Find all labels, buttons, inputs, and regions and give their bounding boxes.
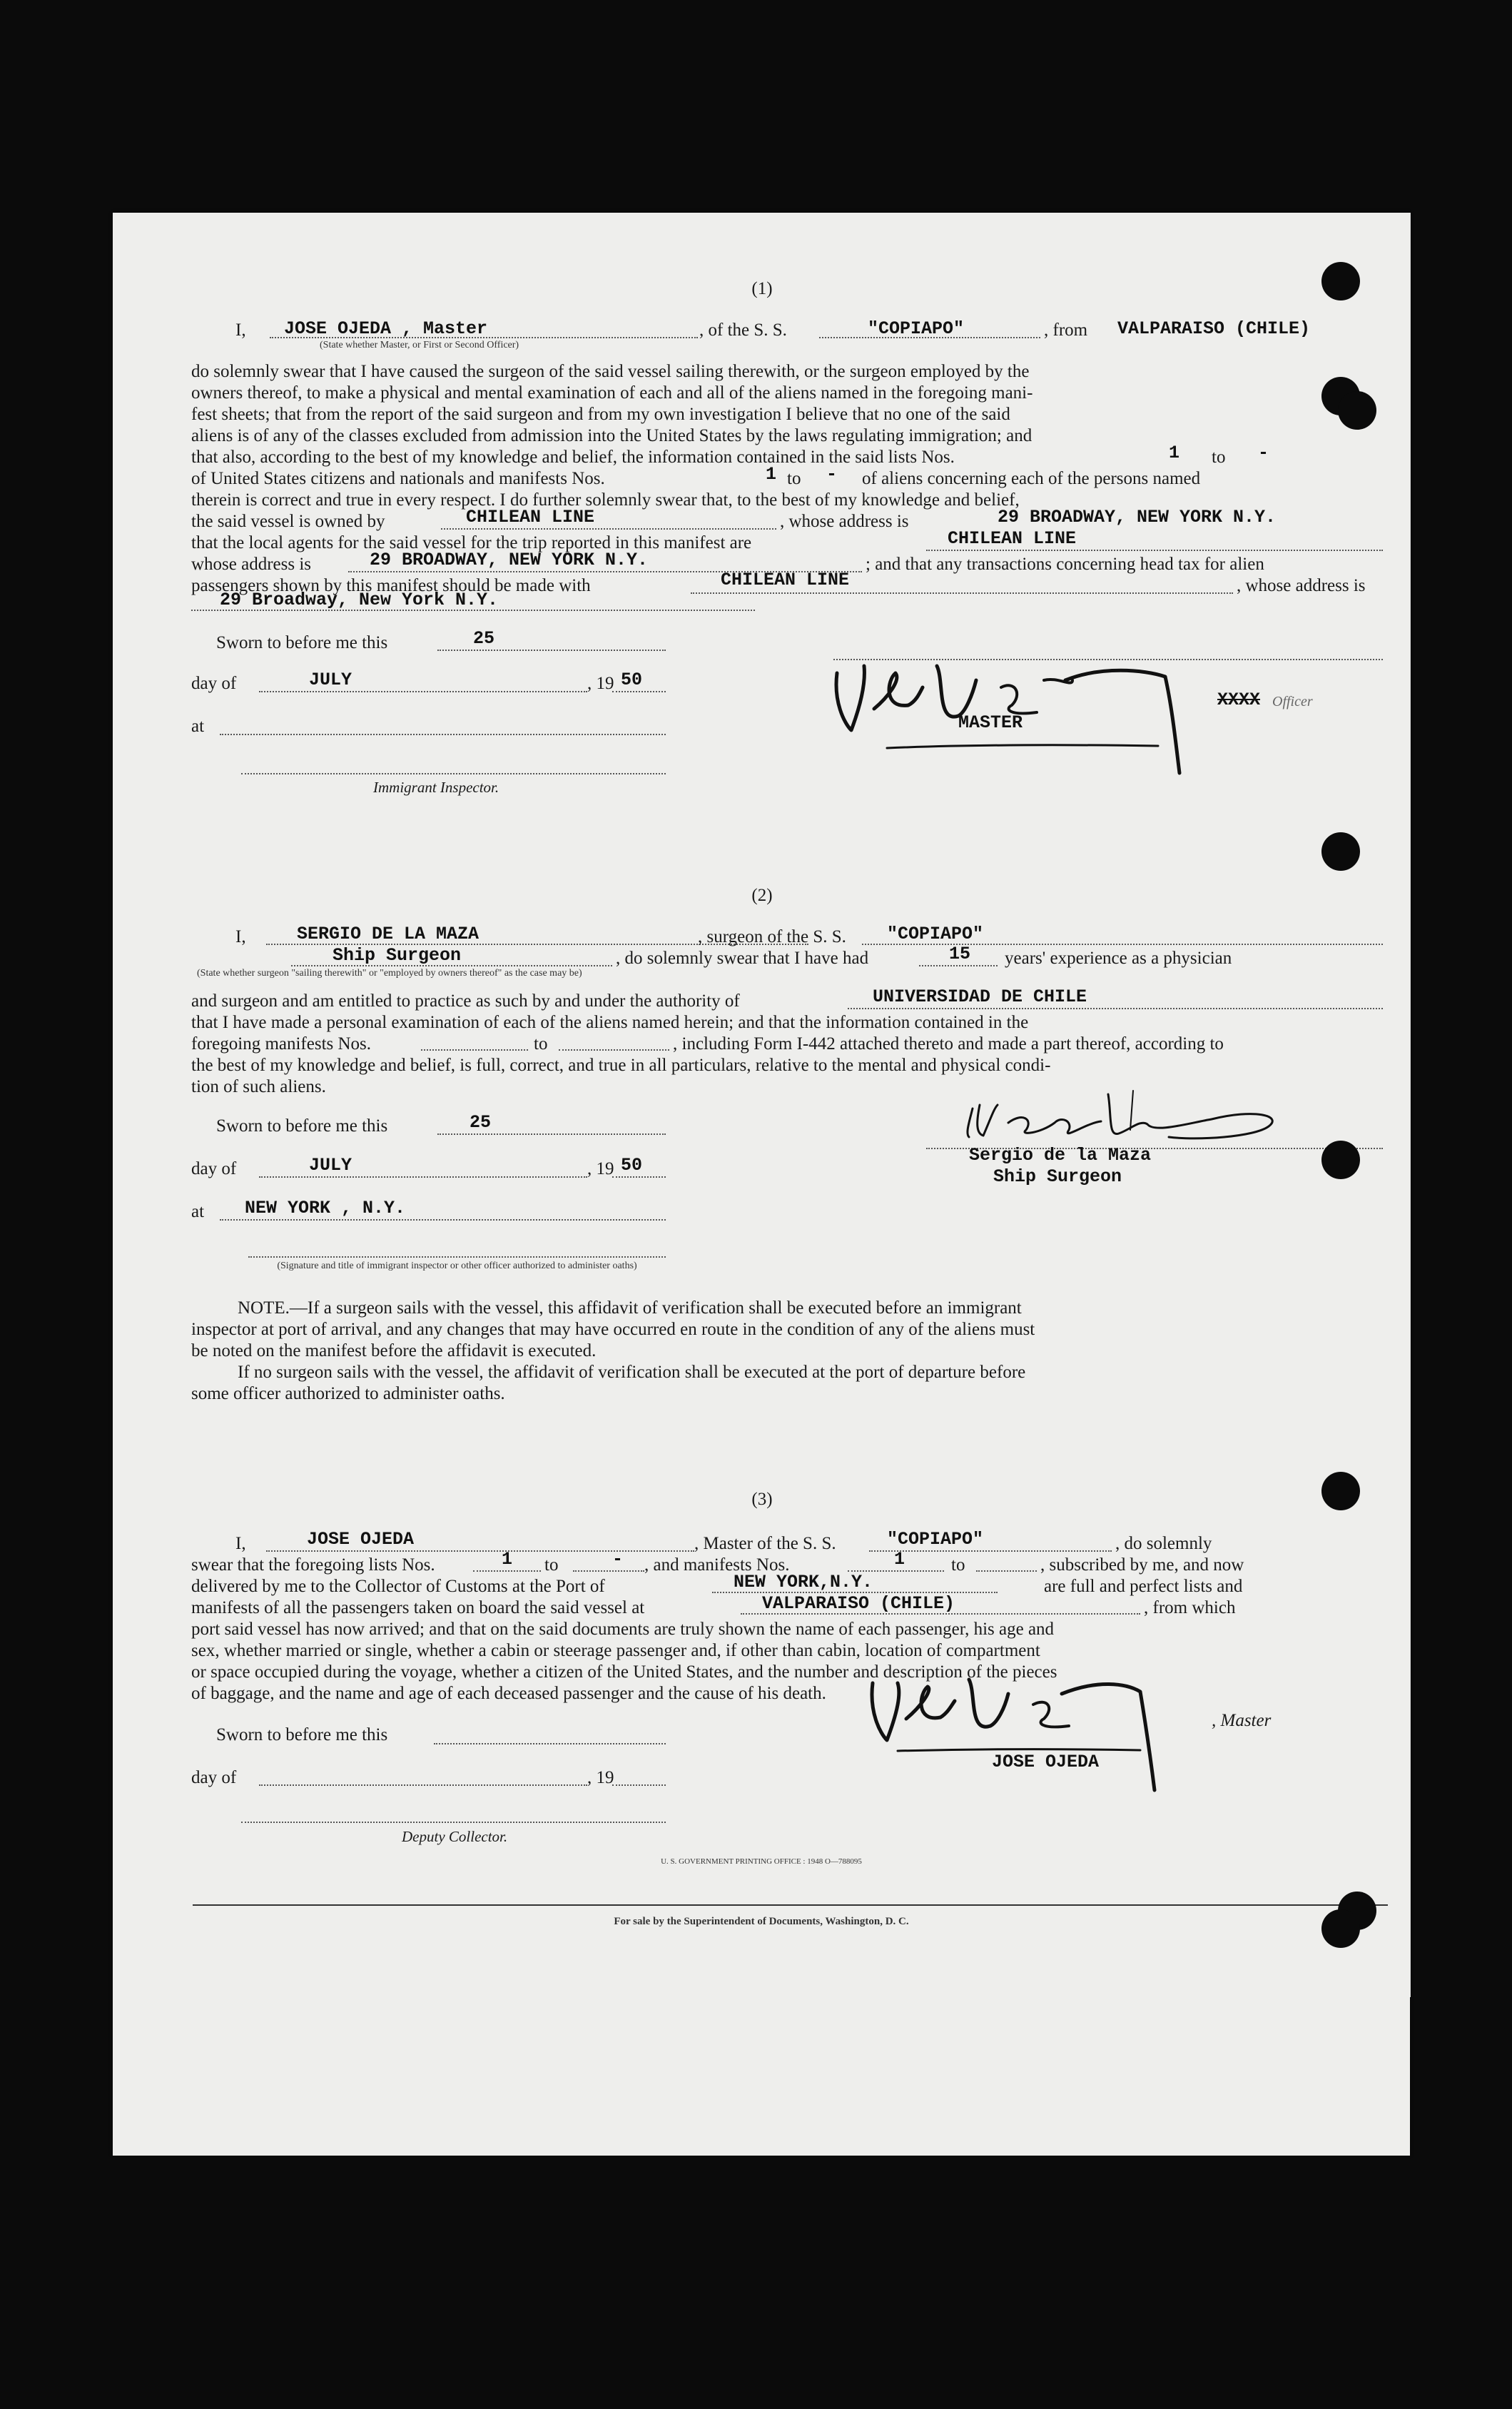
s3-manifests-from: 1 xyxy=(894,1549,905,1570)
note-line-2: be noted on the manifest before the affidavit is executed. xyxy=(191,1341,597,1360)
s3-delivered: delivered by me to the Collector of Customs at the Port of xyxy=(191,1577,605,1596)
s1-head-tax-tail: ; and that any transactions concerning head tax for alien xyxy=(866,555,1264,574)
s1-inspector-caption: Immigrant Inspector. xyxy=(373,779,499,796)
s1-line-8: that the local agents for the said vessel for the trip reported in this manifest are xyxy=(191,533,752,552)
s1-manifests-tail: of aliens concerning each of the persons named xyxy=(862,469,1201,488)
s1-head-tax-address-line xyxy=(191,610,755,611)
s1-lists-to: - xyxy=(1258,443,1269,463)
s2-form-text: , including Form I-442 attached thereto and made a part thereof, according to xyxy=(673,1034,1224,1054)
s3-lists-to: - xyxy=(612,1549,624,1570)
s2-signer-name: Sergio de la Maza xyxy=(969,1145,1152,1166)
s3-lists-from-line xyxy=(473,1570,541,1572)
s2-year-prefix: , 19 xyxy=(587,1159,614,1178)
s1-lists-from: 1 xyxy=(1169,443,1180,463)
s3-line-1: sex, whether married or single, whether a cabin or steerage passenger and, if other than cabin, location of compartment xyxy=(191,1641,1040,1660)
s1-line-9: whose address is xyxy=(191,555,312,574)
s3-line-2: or space occupied during the voyage, whether a citizen of the United States, and the number and description of the pieces xyxy=(191,1662,1057,1682)
s1-month-line xyxy=(259,691,587,692)
s1-sig-line xyxy=(833,659,1383,660)
s2-line-1: that I have made a personal examination of each of the aliens named herein; and that the information contained in the xyxy=(191,1013,1029,1032)
s2-type-line xyxy=(291,965,612,966)
s3-port: NEW YORK,N.Y. xyxy=(734,1572,873,1592)
s1-at-label: at xyxy=(191,717,205,736)
s2-line-3: the best of my knowledge and belief, is full, correct, and true in all particulars, relative to the mental and physical condi- xyxy=(191,1056,1051,1075)
section3-number: (3) xyxy=(751,1490,773,1509)
s2-sworn-line xyxy=(437,1133,666,1135)
s1-owner: CHILEAN LINE xyxy=(466,507,595,527)
s2-manifests-from-line xyxy=(421,1049,528,1051)
s1-head-tax-address: 29 Broadway, New York N.Y. xyxy=(220,590,499,610)
s2-day-of: day of xyxy=(191,1159,237,1178)
s3-year-line xyxy=(612,1784,666,1786)
s1-from-label: , from xyxy=(1044,320,1088,340)
s2-surgeon-type: Ship Surgeon xyxy=(333,945,462,966)
s1-sworn-label: Sworn to before me this xyxy=(216,633,388,652)
s1-sworn-line xyxy=(437,650,666,651)
s1-sworn-day: 25 xyxy=(473,628,495,649)
s2-line-4: tion of such aliens. xyxy=(191,1077,326,1096)
s2-surgeon-of-ss: , surgeon of the S. S. xyxy=(698,927,846,946)
s2-authority-line xyxy=(848,1008,1383,1009)
s1-whose-address-2: , whose address is xyxy=(1237,576,1366,595)
s2-years-tail: years' experience as a physician xyxy=(1005,949,1232,968)
s3-from-which: , from which xyxy=(1144,1598,1236,1617)
s1-line-0: do solemnly swear that I have caused the surgeon of the said vessel sailing therewith, or the surgeon employed by the xyxy=(191,362,1030,381)
s2-surgeon-name: SERGIO DE LA MAZA xyxy=(297,924,480,944)
s2-foregoing-to: to xyxy=(534,1034,548,1054)
s2-month-line xyxy=(259,1176,587,1178)
master-signature-2 xyxy=(826,1662,1183,1797)
s3-collector-line xyxy=(241,1822,666,1823)
s2-swear-text: , do solemnly swear that I have had xyxy=(616,949,869,968)
s1-day-of: day of xyxy=(191,674,237,693)
s3-sworn-label: Sworn to before me this xyxy=(216,1725,388,1744)
s1-master-caption: (State whether Master, or First or Second Officer) xyxy=(320,340,519,350)
s1-officer-word: Officer xyxy=(1272,694,1313,709)
s1-line-10: passengers shown by this manifest should be made with xyxy=(191,576,591,595)
s1-owner-line xyxy=(441,528,776,530)
s1-at-line xyxy=(220,734,666,735)
s1-line-7: the said vessel is owned by xyxy=(191,512,385,531)
s3-collector-caption: Deputy Collector. xyxy=(402,1828,508,1845)
s2-caption: (State whether surgeon "sailing therewith" or "employed by owners thereof" as the case may be) xyxy=(197,968,582,979)
s1-line-1: owners thereof, to make a physical and mental examination of each and all of the aliens named in the foregoing mani- xyxy=(191,383,1033,403)
section2-number: (2) xyxy=(751,886,773,905)
manifest-page xyxy=(113,213,1410,2156)
s2-month: JULY xyxy=(309,1155,352,1176)
s1-head-tax-party: CHILEAN LINE xyxy=(721,570,850,590)
s2-vessel-line xyxy=(862,944,1383,945)
s1-year-prefix: , 19 xyxy=(587,674,614,693)
s1-inspector-line xyxy=(241,773,666,774)
s2-sworn-label: Sworn to before me this xyxy=(216,1116,388,1136)
s3-solemnly: , do solemnly xyxy=(1115,1534,1212,1553)
s3-manifests-of: manifests of all the passengers taken on board the said vessel at xyxy=(191,1598,645,1617)
s1-agents-address: 29 BROADWAY, NEW YORK N.Y. xyxy=(370,550,649,570)
s1-year: 50 xyxy=(621,670,643,690)
s1-year-line xyxy=(612,691,666,692)
s1-month: JULY xyxy=(309,670,352,690)
punch-hole xyxy=(1321,1141,1360,1179)
punch-hole xyxy=(1321,1472,1360,1510)
s3-subscribed: , subscribed by me, and now xyxy=(1040,1555,1244,1575)
s1-to-2: to xyxy=(787,469,801,488)
printing-office: U. S. GOVERNMENT PRINTING OFFICE : 1948 O—788095 xyxy=(661,1857,862,1866)
s2-at-line xyxy=(220,1219,666,1221)
s3-vessel: "COPIAPO" xyxy=(887,1529,984,1550)
s1-vessel-line xyxy=(819,337,1040,338)
s3-master-label: , Master xyxy=(1212,1711,1272,1730)
s1-owner-address: 29 BROADWAY, NEW YORK N.Y. xyxy=(998,507,1277,527)
s3-lists-to-line xyxy=(573,1570,644,1572)
s1-struck-word: XXXX xyxy=(1217,690,1261,710)
s3-signer-name: JOSE OJEDA xyxy=(992,1752,1100,1772)
s2-year: 50 xyxy=(621,1155,643,1176)
s3-month-line xyxy=(259,1784,587,1786)
s3-master-name: JOSE OJEDA xyxy=(307,1529,415,1550)
surgeon-signature xyxy=(955,1080,1326,1151)
s1-signature-title: MASTER xyxy=(958,712,1023,733)
s2-years: 15 xyxy=(949,944,971,964)
for-sale-text: For sale by the Superintendent of Documents, Washington, D. C. xyxy=(614,1916,909,1927)
note-line-1: inspector at port of arrival, and any changes that may have occurred en route in the condition of any of the aliens must xyxy=(191,1320,1035,1339)
s1-master-line xyxy=(270,337,698,338)
s3-to-1: to xyxy=(544,1555,559,1575)
s1-line-4: that also, according to the best of my knowledge and belief, the information contained in the said lists Nos. xyxy=(191,448,955,467)
s3-and-manifests: , and manifests Nos. xyxy=(644,1555,790,1575)
s1-line-6: therein is correct and true in every respect. I do further solemnly swear that, to the best of my knowledge and belief, xyxy=(191,490,1020,510)
s3-name-line xyxy=(266,1550,694,1552)
s2-authority: UNIVERSIDAD DE CHILE xyxy=(873,986,1087,1007)
s2-line-0: and surgeon and am entitled to practice as such by and under the authority of xyxy=(191,991,740,1011)
s2-line-2: foregoing manifests Nos. xyxy=(191,1034,372,1054)
s3-full-perfect: are full and perfect lists and xyxy=(1044,1577,1243,1596)
s1-agents-line xyxy=(926,550,1383,551)
s1-line-3: aliens is of any of the classes excluded from admission into the United States by the laws regulating immigration; and xyxy=(191,426,1032,445)
punch-hole xyxy=(1321,1909,1360,1948)
s1-head-tax-line xyxy=(691,592,1233,594)
s3-to-2: to xyxy=(951,1555,965,1575)
s1-from-port: VALPARAISO (CHILE) xyxy=(1117,318,1311,339)
s1-to-1: to xyxy=(1212,448,1226,467)
s3-line-3: of baggage, and the name and age of each deceased passenger and the cause of his death. xyxy=(191,1684,826,1703)
s1-vessel: "COPIAPO" xyxy=(868,318,965,339)
s2-vessel: "COPIAPO" xyxy=(887,924,984,944)
note-line-4: some officer authorized to administer oaths. xyxy=(191,1384,505,1403)
s1-agents: CHILEAN LINE xyxy=(948,528,1077,549)
footer-rule xyxy=(193,1904,1388,1906)
s2-at-place: NEW YORK , N.Y. xyxy=(245,1198,406,1218)
s3-lists-from: 1 xyxy=(502,1549,513,1570)
punch-hole xyxy=(1321,832,1360,871)
s3-embark-line xyxy=(741,1613,1140,1615)
s1-manifests-from: 1 xyxy=(766,464,777,485)
s1-manifests-to: - xyxy=(826,464,838,485)
punch-hole xyxy=(1338,391,1376,430)
s2-sig-caption: (Signature and title of immigrant inspector or other officer authorized to administer oaths) xyxy=(277,1261,637,1271)
s2-manifests-to-line xyxy=(559,1049,669,1051)
s3-swear-lists: swear that the foregoing lists Nos. xyxy=(191,1555,435,1575)
section1-number: (1) xyxy=(751,279,773,298)
s2-sworn-day: 25 xyxy=(470,1112,492,1133)
note-line-3: If no surgeon sails with the vessel, the affidavit of verification shall be executed at the port of departure before xyxy=(238,1363,1026,1382)
s3-vessel-line xyxy=(869,1550,1112,1552)
s2-intro: I, xyxy=(235,927,246,946)
s2-signer-title: Ship Surgeon xyxy=(993,1166,1122,1187)
s3-day-of: day of xyxy=(191,1768,237,1787)
s1-whose-address: , whose address is xyxy=(780,512,909,531)
s3-intro: I, xyxy=(235,1534,246,1553)
s1-master-name: JOSE OJEDA , Master xyxy=(284,318,488,339)
s1-line-2: fest sheets; that from the report of the said surgeon and from my own investigation I believe that no one of the said xyxy=(191,405,1010,424)
s1-of-ss: , of the S. S. xyxy=(699,320,787,340)
s3-master-of-ss: , Master of the S. S. xyxy=(694,1534,836,1553)
s2-sig-caption-line xyxy=(248,1256,666,1258)
s3-line-0: port said vessel has now arrived; and that on the said documents are truly shown the name of each passenger, his age and xyxy=(191,1620,1055,1639)
s2-year-line xyxy=(612,1176,666,1178)
s2-at-label: at xyxy=(191,1202,205,1221)
s3-year-prefix: , 19 xyxy=(587,1768,614,1787)
s3-manifests-to-line xyxy=(976,1570,1037,1572)
s1-intro: I, xyxy=(235,320,246,340)
s3-embark-port: VALPARAISO (CHILE) xyxy=(762,1593,955,1614)
note-line-0: NOTE.—If a surgeon sails with the vessel, this affidavit of verification shall be executed before an immigrant xyxy=(238,1298,1022,1318)
punch-hole xyxy=(1321,262,1360,301)
s3-sworn-line xyxy=(434,1743,666,1744)
s2-years-line xyxy=(919,965,998,966)
s1-line-5: of United States citizens and nationals and manifests Nos. xyxy=(191,469,605,488)
